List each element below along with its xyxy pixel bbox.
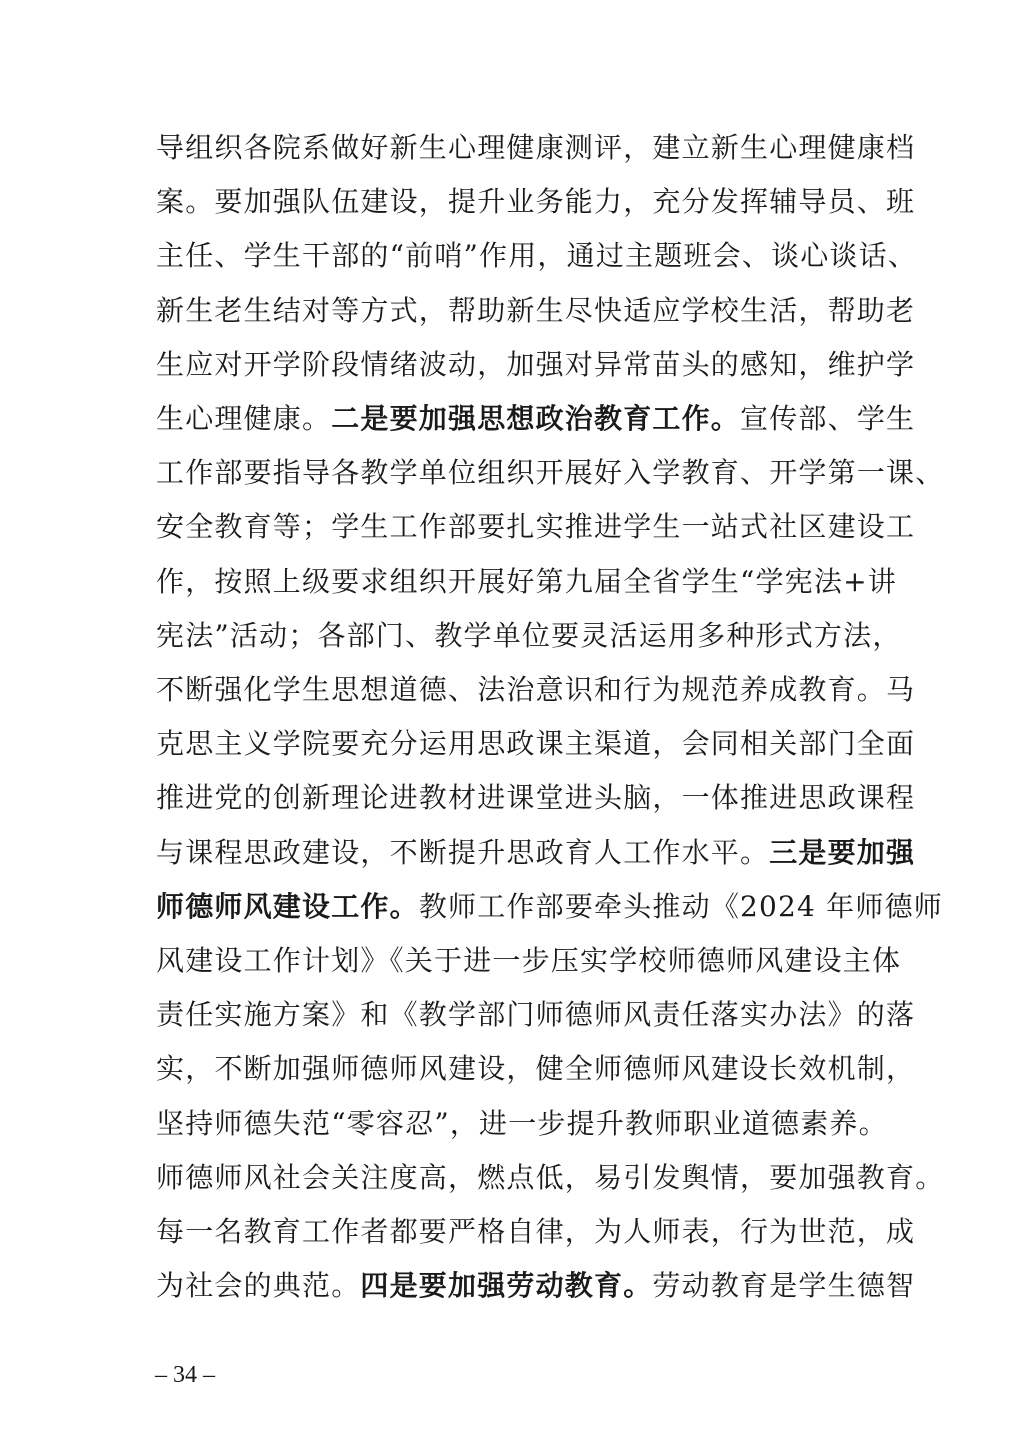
text-segment: 安全教育等；学生工作部要扎实推进学生一站式社区建设工 (156, 510, 916, 544)
text-segment: 宣传部、学生 (740, 402, 916, 435)
text-line (156, 616, 902, 656)
text-line (156, 778, 916, 818)
text-segment: 主任、学生干部的“前哨”作用，通过主题班会、谈心谈话、 (156, 239, 918, 273)
bold-heading-text: 师德师风建设工作。 (156, 889, 419, 923)
text-line (156, 670, 916, 710)
text-segment: 劳动教育是学生德智 (652, 1269, 916, 1303)
text-line (156, 941, 902, 981)
text-line (156, 399, 916, 439)
text-segment: 每一名教育工作者都要严格自律，为人师表，行为世范，成 (156, 1215, 916, 1248)
bold-heading-text: 四是要加强劳动教育。 (360, 1269, 653, 1303)
text-segment: 教师工作部要牵头推动《2024 年师德师 (418, 889, 943, 923)
text-line (156, 562, 896, 602)
text-segment: 师德师风社会关注度高，燃点低，易引发舆情，要加强教育。 (156, 1160, 945, 1194)
text-line (156, 1158, 945, 1198)
text-segment: 导组织各院系做好新生心理健康测评，建立新生心理健康档 (156, 131, 916, 164)
text-line (156, 1104, 896, 1144)
bold-heading-text: 二是要加强思想政治教育工作。 (331, 402, 741, 435)
text-segment: 案。要加强队伍建设，提升业务能力，充分发挥辅导员、班 (156, 185, 916, 219)
text-segment: 风建设工作计划》《关于进一步压实学校师德师风建设主体 (156, 944, 902, 977)
text-line (156, 1212, 916, 1252)
text-line (156, 291, 916, 331)
page-number: – 34 – (155, 1362, 215, 1388)
text-line (156, 345, 916, 385)
text-line (156, 1266, 916, 1306)
text-segment: 工作部要指导各教学单位组织开展好入学教育、开学第一课、 (156, 456, 945, 490)
bold-heading-text: 三是要加强 (769, 835, 916, 869)
text-segment: 不断强化学生思想道德、法治意识和行为规范养成教育。马 (156, 673, 916, 706)
text-segment: 推进党的创新理论进教材进课堂进头脑，一体推进思政课程 (156, 781, 916, 815)
text-segment: 宪法”活动；各部门、教学单位要灵活运用多种形式方法， (156, 618, 902, 652)
text-line (156, 833, 916, 873)
text-segment: 与课程思政建设，不断提升思政育人工作水平。 (156, 835, 770, 869)
text-line (156, 1049, 916, 1089)
text-segment: 作，按照上级要求组织开展好第九届全省学生“学宪法+讲 (156, 564, 897, 598)
text-line (156, 236, 918, 276)
text-segment: 为社会的典范。 (156, 1269, 361, 1303)
text-line (156, 995, 916, 1035)
text-segment: 克思主义学院要充分运用思政课主渠道，会同相关部门全面 (156, 727, 916, 761)
text-line (156, 182, 916, 222)
text-segment: 生心理健康。 (156, 402, 332, 435)
text-segment: 新生老生结对等方式，帮助新生尽快适应学校生活，帮助老 (156, 293, 916, 327)
text-segment: 生应对开学阶段情绪波动，加强对异常苗头的感知，维护学 (156, 347, 916, 381)
text-line (156, 453, 945, 493)
text-segment: 坚持师德失范“零容忍”，进一步提升教师职业道德素养。 (156, 1106, 888, 1140)
text-segment: 责任实施方案》和《教学部门师德师风责任落实办法》的落 (156, 998, 916, 1032)
text-line (156, 887, 943, 927)
text-line (156, 507, 916, 547)
text-line (156, 128, 916, 168)
text-line (156, 724, 916, 764)
text-segment: 实，不断加强师德师风建设，健全师德师风建设长效机制， (156, 1052, 916, 1086)
